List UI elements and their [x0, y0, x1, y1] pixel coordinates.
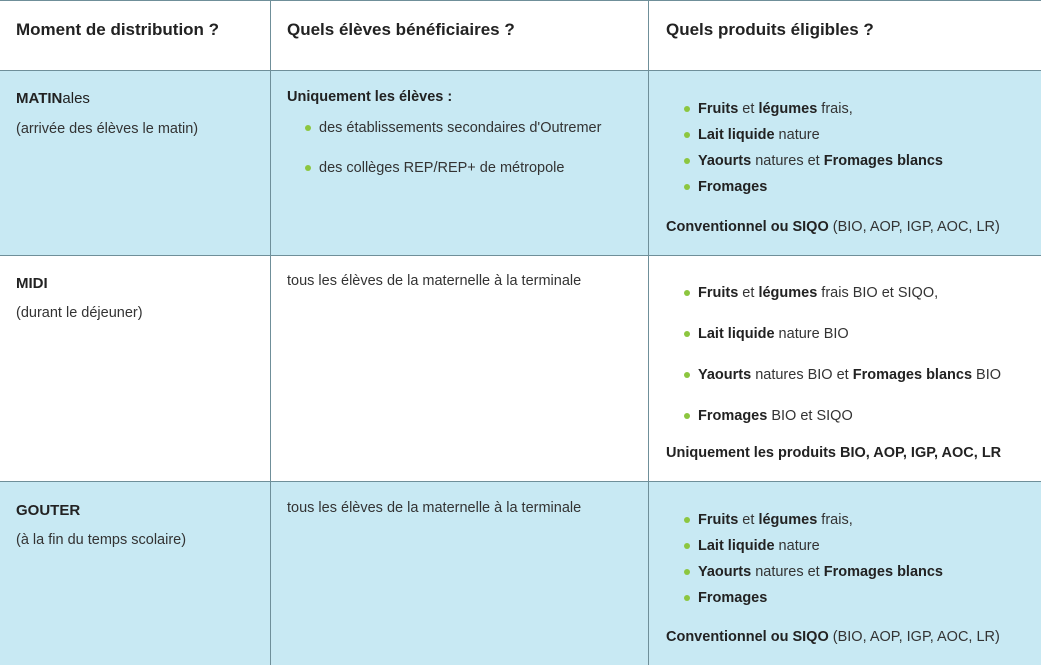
- column-divider: [270, 0, 271, 665]
- header-eleves: Quels élèves bénéficiaires ?: [287, 20, 515, 39]
- column-divider: [648, 0, 649, 665]
- list-item: Fromages BIO et SIQO: [684, 403, 1001, 444]
- list-item: des établissements secondaires d'Outremer: [305, 115, 601, 155]
- bullet-icon: [684, 184, 690, 190]
- header-produits: Quels produits éligibles ?: [666, 20, 874, 39]
- list-item: Fruits et légumes frais,: [684, 96, 943, 122]
- bullet-icon: [684, 569, 690, 575]
- list-item: Yaourts natures et Fromages blancs: [684, 559, 943, 585]
- bullet-icon: [684, 595, 690, 601]
- list-item: Fruits et légumes frais BIO et SIQO,: [684, 280, 1001, 321]
- bullet-icon: [305, 165, 311, 171]
- table-header-row: [0, 0, 1041, 71]
- table-row-matinales: [0, 71, 1041, 256]
- list-item: Yaourts natures BIO et Fromages blancs BIO: [684, 362, 1001, 403]
- bullet-icon: [684, 290, 690, 296]
- list-item: Fruits et légumes frais,: [684, 507, 943, 533]
- list-item: Lait liquide nature: [684, 533, 943, 559]
- table-row-gouter: [0, 482, 1041, 665]
- list-item: Yaourts natures et Fromages blancs: [684, 148, 943, 174]
- produits-list: [684, 507, 943, 611]
- header-moment: Moment de distribution ?: [16, 20, 220, 39]
- bullet-icon: [684, 331, 690, 337]
- produits-list: [684, 280, 1001, 444]
- bullet-icon: [684, 413, 690, 419]
- eleves-text: tous les élèves de la maternelle à la terminale: [287, 500, 582, 516]
- bullet-icon: [684, 372, 690, 378]
- bullet-icon: [684, 517, 690, 523]
- list-item: des collèges REP/REP+ de métropole: [305, 155, 601, 195]
- bullet-icon: [305, 125, 311, 131]
- produits-footer: Conventionnel ou SIQO (BIO, AOP, IGP, AOC, LR): [666, 219, 1000, 235]
- bullet-icon: [684, 106, 690, 112]
- produits-list: [684, 96, 943, 200]
- eleves-text: tous les élèves de la maternelle à la terminale: [287, 273, 582, 289]
- produits-footer: Uniquement les produits BIO, AOP, IGP, AOC, LR: [666, 445, 1002, 461]
- list-item: Lait liquide nature BIO: [684, 321, 1001, 362]
- eleves-list: [305, 115, 601, 195]
- moment-subtitle: (arrivée des élèves le matin): [16, 121, 199, 137]
- list-item: Lait liquide nature: [684, 122, 943, 148]
- moment-subtitle: (à la fin du temps scolaire): [16, 532, 187, 548]
- moment-label: MATINales: [16, 90, 90, 107]
- moment-label: GOUTER: [16, 502, 81, 519]
- produits-footer: Conventionnel ou SIQO (BIO, AOP, IGP, AOC, LR): [666, 629, 1000, 645]
- bullet-icon: [684, 158, 690, 164]
- list-item: Fromages: [684, 174, 943, 200]
- moment-label: MIDI: [16, 275, 48, 292]
- table-row-midi: [0, 256, 1041, 482]
- eleves-intro: Uniquement les élèves :: [287, 89, 453, 105]
- bullet-icon: [684, 132, 690, 138]
- moment-subtitle: (durant le déjeuner): [16, 305, 143, 321]
- list-item: Fromages: [684, 585, 943, 611]
- bullet-icon: [684, 543, 690, 549]
